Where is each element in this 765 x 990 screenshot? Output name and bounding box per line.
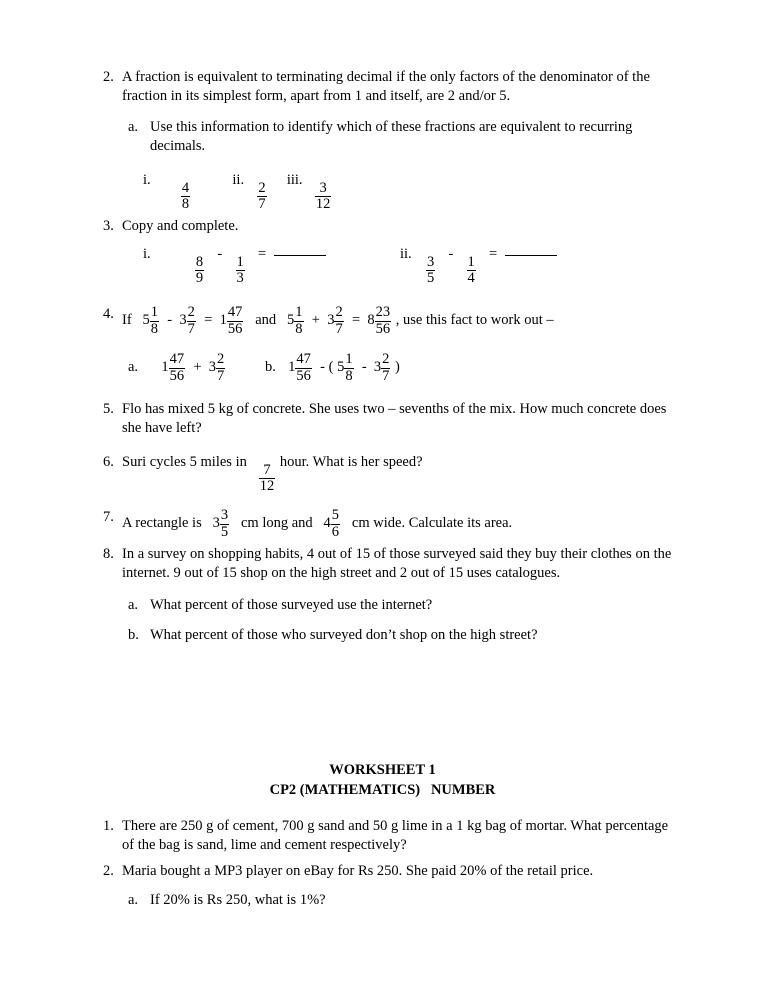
q4b-close-paren: ) — [395, 359, 400, 376]
q3-i-left-den: 9 — [195, 270, 204, 287]
q4-b-num2: 2 — [335, 304, 343, 320]
q4-a-whole1: 5 — [142, 312, 150, 329]
question-2a — [128, 118, 703, 157]
question-2a-letter: a. — [128, 119, 139, 135]
q4a-whole2: 3 — [208, 359, 216, 376]
question-6-text-after: hour. What is her speed? — [279, 454, 423, 470]
q4-a-op: - — [167, 312, 173, 329]
q4b-open-paren: ( — [328, 359, 334, 376]
fraction-i-numerator: 4 — [181, 179, 190, 196]
section2-question-2a-text: If 20% is Rs 250, what is 1%? — [150, 892, 326, 908]
question-4 — [103, 305, 703, 337]
question-8b — [128, 626, 703, 645]
q4b-num2: 1 — [345, 351, 353, 367]
q4-b-eq: = — [351, 312, 361, 329]
q4-a-whole2: 3 — [179, 312, 187, 329]
q4b-op2: - — [361, 359, 367, 376]
question-3-i-right-fraction — [236, 255, 245, 287]
q4a-num1: 47 — [169, 351, 185, 367]
q7-den2: 6 — [331, 523, 340, 540]
q3-i-right-num: 1 — [236, 253, 244, 270]
q6-denominator: 12 — [259, 478, 275, 495]
q4a-den1: 56 — [169, 367, 185, 384]
fraction-ii-denominator: 7 — [258, 196, 266, 213]
q4-a-num2: 2 — [187, 304, 195, 320]
q4b-whole3: 3 — [373, 359, 382, 376]
q4b-op: - — [320, 359, 325, 376]
question-8a-letter: a. — [128, 597, 139, 613]
q4-a-num3: 47 — [227, 304, 243, 320]
question-8b-text: What percent of those who surveyed don’t shop on the high street? — [150, 627, 538, 643]
q4-b-den3: 56 — [375, 320, 391, 337]
question-3 — [103, 217, 703, 236]
section2-question-2-text: Maria bought a MP3 player on eBay for Rs 250. She paid 20% of the retail price. — [122, 863, 594, 879]
q4-fact-b-term2 — [327, 305, 345, 337]
question-2-number: 2. — [103, 69, 114, 85]
worksheet-heading — [0, 761, 765, 800]
question-3-i-answer-blank[interactable] — [274, 255, 326, 256]
question-3-i-label: i. — [143, 246, 151, 262]
question-6-text-before: Suri cycles 5 miles in — [122, 454, 247, 470]
q4-b-whole1: 5 — [287, 312, 295, 329]
q7-length — [213, 508, 231, 540]
q4a-den2: 7 — [217, 367, 225, 384]
question-8-line1: In a survey on shopping habits, 4 out of 15 of those surveyed said they buy their clothes on the — [122, 546, 672, 562]
q4b-den1: 56 — [296, 367, 311, 384]
question-2-line2: fraction in its simplest form, apart from 1 and itself, are 2 and/or 5. — [122, 88, 511, 105]
question-3-i-left-fraction — [195, 255, 204, 287]
question-8-number: 8. — [103, 546, 114, 562]
q4-fact-a-term2 — [179, 305, 197, 337]
question-2 — [103, 68, 703, 107]
question-3-i-equals: = — [258, 246, 267, 262]
q7-width — [324, 508, 342, 540]
q7-whole1: 3 — [212, 515, 220, 532]
worksheet-heading-line1: WORKSHEET 1 — [329, 762, 436, 778]
question-7-number: 7. — [103, 509, 114, 525]
question-5-line1: Flo has mixed 5 kg of concrete. She uses two – sevenths of the mix. How much concrete does — [122, 401, 667, 417]
fraction-iii-label: iii. — [286, 172, 303, 188]
question-7-text-after: cm wide. Calculate its area. — [351, 515, 513, 532]
q4b-whole2: 5 — [337, 359, 345, 376]
question-8a-text: What percent of those surveyed use the internet? — [150, 597, 433, 613]
q4a-term1 — [161, 352, 186, 384]
question-8b-letter: b. — [128, 627, 139, 643]
fraction-ii-label: ii. — [232, 172, 245, 188]
question-4a — [128, 352, 226, 384]
q4b-den3: 7 — [382, 367, 390, 384]
section2-question-1 — [103, 817, 703, 856]
q4b-num3: 2 — [382, 351, 390, 367]
q3-i-left-num: 8 — [195, 253, 204, 270]
section2-question-2a-letter: a. — [128, 892, 139, 908]
question-7 — [103, 508, 703, 540]
q4-a-whole3: 1 — [219, 312, 227, 329]
question-3-ii-right-fraction — [467, 255, 476, 287]
q4-a-den2: 7 — [187, 320, 195, 337]
q4b-den2: 8 — [345, 367, 353, 384]
fraction-i-label: i. — [143, 172, 151, 188]
fraction-i-denominator: 8 — [181, 196, 190, 213]
question-3-i-operator: - — [217, 246, 223, 262]
section2-question-2a — [128, 891, 703, 910]
q4-fact-b-term1 — [287, 305, 305, 337]
fraction-i — [181, 181, 190, 213]
fraction-item-i — [143, 172, 332, 213]
q4b-num1: 47 — [296, 351, 311, 367]
q4b-whole1: 1 — [288, 359, 296, 376]
q7-num1: 3 — [220, 507, 229, 523]
question-4-lead: If — [122, 312, 132, 329]
question-4a-letter: a. — [128, 359, 139, 376]
q4-b-num3: 23 — [375, 304, 391, 320]
question-3-part-ii — [400, 246, 557, 286]
question-2-line1: A fraction is equivalent to terminating decimal if the only factors of the denominator of the — [122, 69, 650, 85]
q4a-term2 — [209, 352, 227, 384]
section2-question-2-number: 2. — [103, 863, 114, 879]
q4-b-den1: 8 — [295, 320, 303, 337]
question-6 — [103, 453, 703, 494]
question-6-number: 6. — [103, 454, 114, 470]
question-6-fraction — [259, 463, 276, 495]
q6-numerator: 7 — [263, 461, 271, 478]
q3-ii-left-num: 3 — [426, 253, 435, 270]
question-4-tail: , use this fact to work out – — [395, 312, 554, 329]
q3-i-right-den: 3 — [236, 270, 244, 287]
fraction-ii — [257, 181, 266, 213]
q4-fact-b-result — [367, 305, 392, 337]
question-4b-letter: b. — [265, 359, 276, 376]
q7-whole2: 4 — [323, 515, 331, 532]
question-2a-line2: decimals. — [150, 138, 206, 155]
q3-ii-right-den: 4 — [467, 270, 475, 287]
q4-b-whole2: 3 — [327, 312, 335, 329]
q4-a-eq: = — [204, 312, 213, 329]
question-7-text-before: A rectangle is — [122, 515, 202, 532]
q4-fact-a-term1 — [143, 305, 161, 337]
question-7-text-mid: cm long and — [240, 515, 313, 532]
fraction-iii — [315, 181, 332, 213]
q3-ii-right-num: 1 — [467, 253, 475, 270]
question-3-ii-label: ii. — [400, 246, 412, 262]
q7-num2: 5 — [331, 507, 340, 523]
q4b-term3 — [374, 352, 392, 384]
question-3-ii-left-fraction — [426, 255, 435, 287]
question-4-conjunction: and — [255, 312, 277, 329]
question-5 — [103, 400, 703, 439]
question-4b — [265, 352, 400, 384]
q4-b-num1: 1 — [295, 304, 303, 320]
q4a-num2: 2 — [217, 351, 225, 367]
q4-a-den3: 56 — [227, 320, 243, 337]
section2-question-2 — [103, 862, 703, 881]
q4b-term2 — [337, 352, 355, 384]
section2-question-1-line2: of the bag is sand, lime and cement respectively? — [122, 837, 407, 854]
q7-den1: 5 — [220, 523, 229, 540]
question-2a-line1: Use this information to identify which of these fractions are equivalent to recurring — [150, 119, 633, 135]
question-3-part-i — [143, 246, 326, 286]
question-5-line2: she have left? — [122, 420, 202, 437]
question-3-text: Copy and complete. — [122, 218, 239, 234]
question-3-number: 3. — [103, 218, 114, 234]
q4-b-den2: 7 — [335, 320, 343, 337]
q4-a-den1: 8 — [150, 320, 159, 337]
question-8-line2: internet. 9 out of 15 shop on the high street and 2 out of 15 uses catalogues. — [122, 565, 561, 582]
question-2a-fraction-list — [143, 172, 332, 212]
q4-fact-a-result — [220, 305, 245, 337]
q4-a-num1: 1 — [150, 304, 159, 320]
question-3-ii-operator: - — [448, 246, 454, 262]
q4-b-whole3: 8 — [367, 312, 375, 329]
section2-question-1-line1: There are 250 g of cement, 700 g sand and 50 g lime in a 1 kg bag of mortar. What percentage — [122, 818, 669, 834]
question-4-number: 4. — [103, 306, 114, 322]
q4b-term1 — [288, 352, 313, 384]
worksheet-heading-line2: CP2 (MATHEMATICS) NUMBER — [269, 781, 496, 798]
question-3-ii-equals: = — [489, 246, 498, 262]
q4a-whole1: 1 — [161, 359, 169, 376]
section2-question-1-number: 1. — [103, 818, 114, 834]
fraction-iii-numerator: 3 — [319, 179, 327, 196]
q4-b-op: + — [311, 312, 320, 329]
fraction-iii-denominator: 12 — [315, 196, 331, 213]
q3-ii-left-den: 5 — [426, 270, 435, 287]
question-5-number: 5. — [103, 401, 114, 417]
question-8 — [103, 545, 703, 584]
fraction-ii-numerator: 2 — [258, 179, 266, 196]
question-3-ii-answer-blank[interactable] — [505, 255, 557, 256]
question-8a — [128, 596, 703, 615]
q4a-op: + — [193, 359, 202, 376]
